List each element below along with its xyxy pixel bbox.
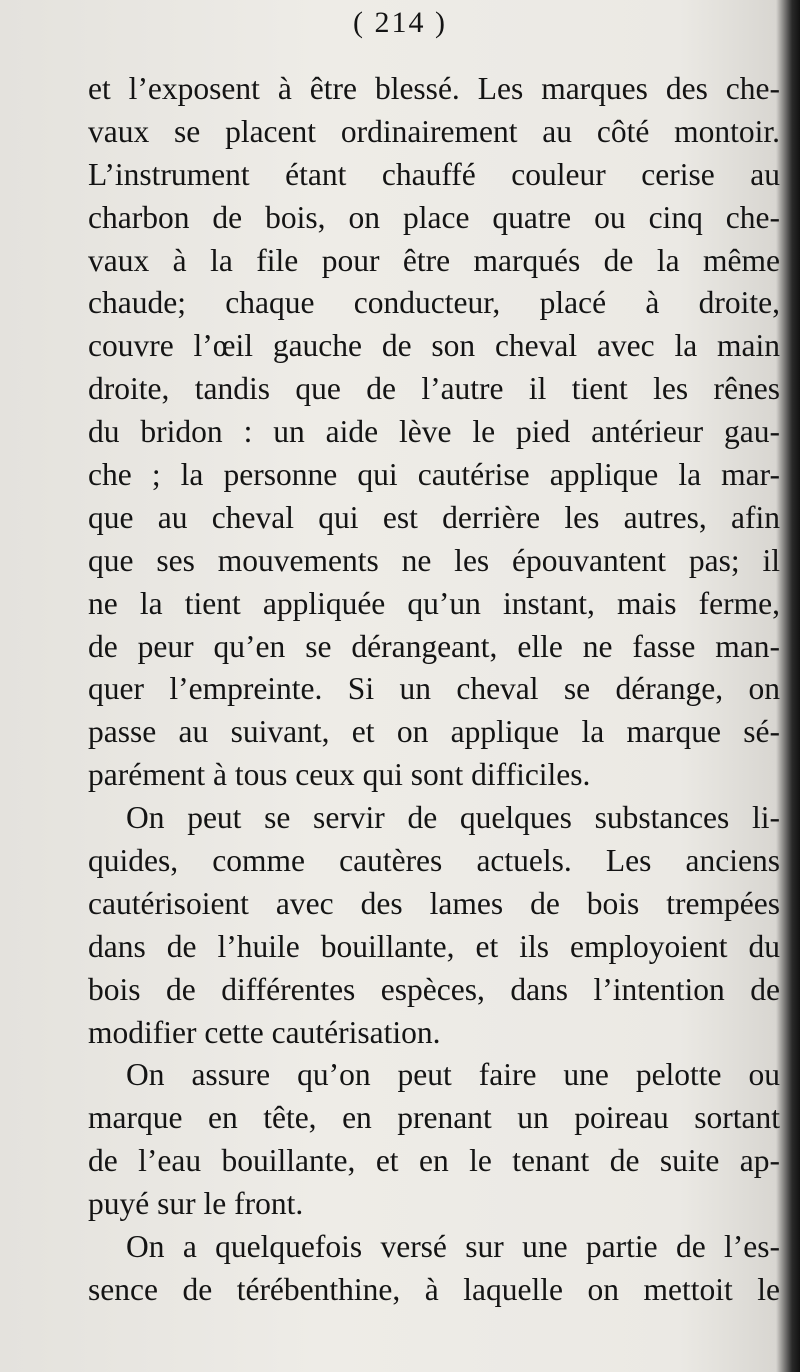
text-line: dans de l’huile bouillante, et ils employoient du <box>88 928 780 964</box>
text-line: cautérisoient avec des lames de bois trempées <box>88 885 780 921</box>
text-line: du bridon : un aide lève le pied antérieur gau- <box>88 414 780 450</box>
text-line: vaux se placent ordinairement au côté montoir. <box>88 113 780 149</box>
text-line: et l’exposent à être blessé. Les marques des che- <box>88 71 780 106</box>
text-line: passe au suivant, et on applique la marque sé- <box>88 714 780 750</box>
page-number: ( 214 ) <box>353 6 447 39</box>
text-line: On a quelquefois versé sur une partie de l’es- <box>126 1229 780 1265</box>
text-line: On peut se servir de quelques substances li- <box>126 800 780 836</box>
text-line: que ses mouvements ne les épouvantent pas; il <box>88 542 780 578</box>
text-line: vaux à la file pour être marqués de la même <box>88 242 780 278</box>
text-line: droite, tandis que de l’autre il tient les rênes <box>88 371 780 407</box>
text-line: ne la tient appliquée qu’un instant, mais ferme, <box>88 585 780 621</box>
text-line: charbon de bois, on place quatre ou cinq che- <box>88 199 780 235</box>
text-line: bois de différentes espèces, dans l’intention de <box>88 971 780 1007</box>
text-line: puyé sur le front. <box>88 1186 304 1222</box>
page-body <box>88 68 780 1312</box>
text-line: modifier cette cautérisation. <box>88 1014 441 1050</box>
text-line: sence de térébenthine, à laquelle on mettoit le <box>88 1271 780 1307</box>
text-line: L’instrument étant chauffé couleur cerise au <box>88 156 780 192</box>
text-line: quides, comme cautères actuels. Les anciens <box>88 843 780 879</box>
text-line: de peur qu’en se dérangeant, elle ne fasse man- <box>88 628 780 664</box>
paragraph <box>88 68 780 797</box>
text-line: marque en tête, en prenant un poireau sortant <box>88 1100 780 1136</box>
paragraph <box>88 1226 780 1312</box>
text-line: quer l’empreinte. Si un cheval se dérange, on <box>88 671 780 707</box>
text-line: couvre l’œil gauche de son cheval avec la main <box>88 328 780 364</box>
text-line: chaude; chaque conducteur, placé à droite, <box>88 285 780 321</box>
text-line: On assure qu’on peut faire une pelotte ou <box>126 1057 780 1093</box>
text-line: parément à tous ceux qui sont difficiles. <box>88 757 591 793</box>
paragraph <box>88 1054 780 1226</box>
text-line: que au cheval qui est derrière les autres, afin <box>88 499 780 535</box>
text-line: de l’eau bouillante, et en le tenant de suite ap- <box>88 1143 780 1179</box>
paragraph <box>88 797 780 1054</box>
text-line: che ; la personne qui cautérise applique la mar- <box>88 457 780 493</box>
